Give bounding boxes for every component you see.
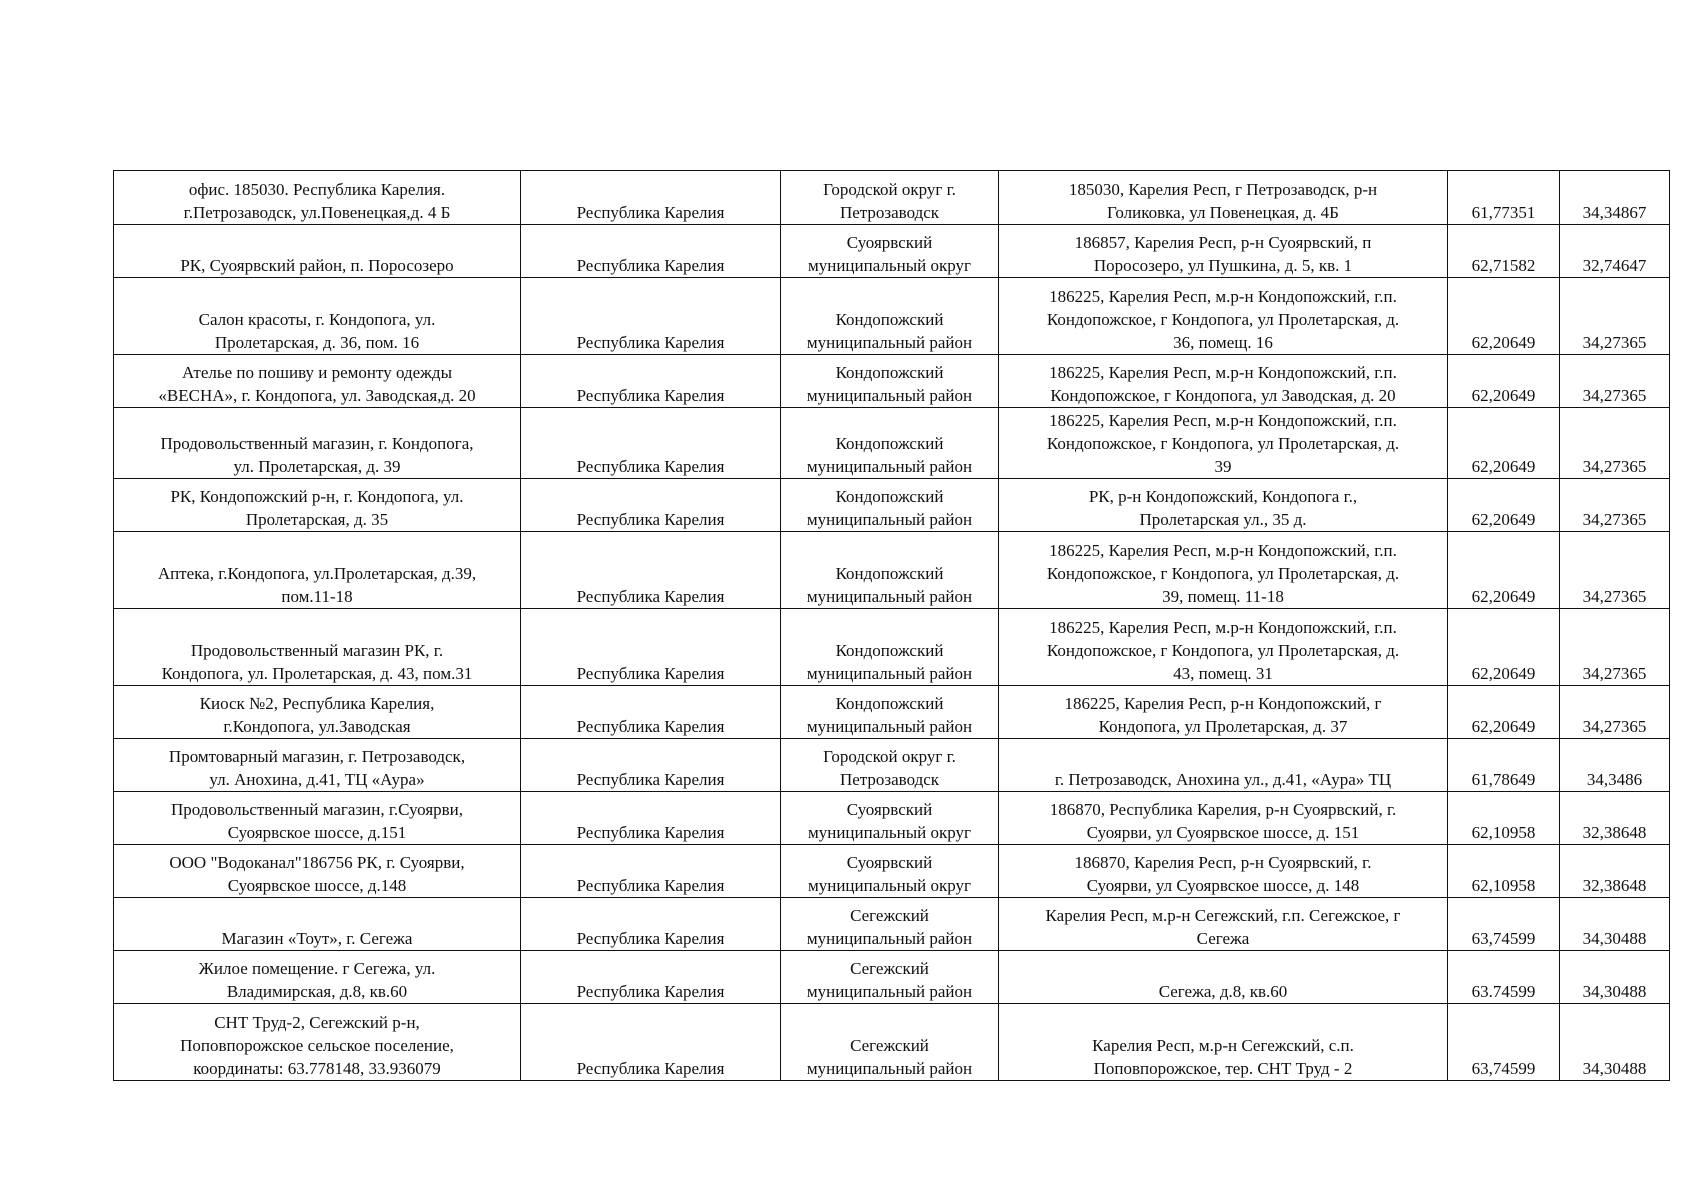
cell-lat: 63.74599: [1448, 951, 1560, 1004]
cell-lat: 63,74599: [1448, 1004, 1560, 1081]
places-table: [113, 170, 1670, 1081]
cell-address: 186870, Республика Карелия, р-н Суоярвский, г. Суоярви, ул Суоярвское шоссе, д. 151: [999, 792, 1448, 845]
table-row: [114, 1004, 1670, 1081]
cell-place: Продовольственный магазин, г.Суоярви, Суоярвское шоссе, д.151: [114, 792, 521, 845]
cell-place: Жилое помещение. г Сегежа, ул. Владимирская, д.8, кв.60: [114, 951, 521, 1004]
table-row: [114, 845, 1670, 898]
table-row: [114, 532, 1670, 609]
table-row: [114, 479, 1670, 532]
cell-region: Республика Карелия: [521, 355, 781, 408]
cell-place: Продовольственный магазин, г. Кондопога, ул. Пролетарская, д. 39: [114, 408, 521, 479]
cell-lat: 62,71582: [1448, 225, 1560, 278]
cell-address: Карелия Респ, м.р-н Сегежский, с.п. Поповпорожское, тер. СНТ Труд - 2: [999, 1004, 1448, 1081]
cell-municipality: Сегежский муниципальный район: [781, 898, 999, 951]
cell-lat: 62,20649: [1448, 355, 1560, 408]
cell-region: Республика Карелия: [521, 1004, 781, 1081]
cell-region: Республика Карелия: [521, 609, 781, 686]
table-body: [114, 171, 1670, 1081]
table-row: [114, 792, 1670, 845]
cell-lat: 62,20649: [1448, 609, 1560, 686]
cell-lat: 62,20649: [1448, 532, 1560, 609]
cell-address: Карелия Респ, м.р-н Сегежский, г.п. Сегежское, г Сегежа: [999, 898, 1448, 951]
cell-municipality: Кондопожский муниципальный район: [781, 278, 999, 355]
cell-address: 186225, Карелия Респ, м.р-н Кондопожский, г.п. Кондопожское, г Кондопога, ул Пролетарская, д. 36, помещ. 16: [999, 278, 1448, 355]
cell-municipality: Городской округ г. Петрозаводск: [781, 171, 999, 225]
cell-place: РК, Кондопожский р-н, г. Кондопога, ул. Пролетарская, д. 35: [114, 479, 521, 532]
table-row: [114, 225, 1670, 278]
cell-region: Республика Карелия: [521, 792, 781, 845]
cell-place: ООО "Водоканал"186756 РК, г. Суоярви, Суоярвское шоссе, д.148: [114, 845, 521, 898]
cell-address: РК, р-н Кондопожский, Кондопога г., Пролетарская ул., 35 д.: [999, 479, 1448, 532]
cell-lon: 34,30488: [1560, 951, 1670, 1004]
table-row: [114, 898, 1670, 951]
cell-lon: 34,27365: [1560, 532, 1670, 609]
cell-municipality: Кондопожский муниципальный район: [781, 609, 999, 686]
cell-address: 186225, Карелия Респ, м.р-н Кондопожский, г.п. Кондопожское, г Кондопога, ул Пролетарская, д. 39: [999, 408, 1448, 479]
cell-place: СНТ Труд-2, Сегежский р-н, Поповпорожское сельское поселение, координаты: 63.778148, 33.936079: [114, 1004, 521, 1081]
cell-lon: 34,27365: [1560, 479, 1670, 532]
cell-lon: 32,38648: [1560, 845, 1670, 898]
cell-lon: 34,30488: [1560, 1004, 1670, 1081]
cell-lat: 63,74599: [1448, 898, 1560, 951]
cell-region: Республика Карелия: [521, 479, 781, 532]
cell-lat: 61,77351: [1448, 171, 1560, 225]
cell-place: Продовольственный магазин РК, г. Кондопога, ул. Пролетарская, д. 43, пом.31: [114, 609, 521, 686]
cell-place: Салон красоты, г. Кондопога, ул. Пролетарская, д. 36, пом. 16: [114, 278, 521, 355]
cell-address: 186857, Карелия Респ, р-н Суоярвский, п Поросозеро, ул Пушкина, д. 5, кв. 1: [999, 225, 1448, 278]
cell-lat: 62,20649: [1448, 408, 1560, 479]
cell-place: Ателье по пошиву и ремонту одежды «ВЕСНА», г. Кондопога, ул. Заводская,д. 20: [114, 355, 521, 408]
cell-lon: 34,27365: [1560, 686, 1670, 739]
cell-lon: 34,27365: [1560, 408, 1670, 479]
cell-municipality: Сегежский муниципальный район: [781, 951, 999, 1004]
cell-address: Сегежа, д.8, кв.60: [999, 951, 1448, 1004]
cell-municipality: Городской округ г. Петрозаводск: [781, 739, 999, 792]
cell-place: офис. 185030. Республика Карелия. г.Петрозаводск, ул.Повенецкая,д. 4 Б: [114, 171, 521, 225]
cell-address: 186225, Карелия Респ, м.р-н Кондопожский, г.п. Кондопожское, г Кондопога, ул Пролетарская, д. 43, помещ. 31: [999, 609, 1448, 686]
cell-address: 186870, Карелия Респ, р-н Суоярвский, г. Суоярви, ул Суоярвское шоссе, д. 148: [999, 845, 1448, 898]
cell-place: Киоск №2, Республика Карелия, г.Кондопога, ул.Заводская: [114, 686, 521, 739]
cell-municipality: Кондопожский муниципальный район: [781, 355, 999, 408]
cell-municipality: Кондопожский муниципальный район: [781, 479, 999, 532]
cell-lon: 32,38648: [1560, 792, 1670, 845]
cell-lon: 34,27365: [1560, 355, 1670, 408]
cell-lon: 32,74647: [1560, 225, 1670, 278]
cell-region: Республика Карелия: [521, 686, 781, 739]
cell-place: Аптека, г.Кондопога, ул.Пролетарская, д.39, пом.11-18: [114, 532, 521, 609]
cell-address: 186225, Карелия Респ, р-н Кондопожский, г Кондопога, ул Пролетарская, д. 37: [999, 686, 1448, 739]
cell-place: Промтоварный магазин, г. Петрозаводск, ул. Анохина, д.41, ТЦ «Аура»: [114, 739, 521, 792]
cell-place: РК, Суоярвский район, п. Поросозеро: [114, 225, 521, 278]
cell-region: Республика Карелия: [521, 951, 781, 1004]
table-row: [114, 951, 1670, 1004]
table-row: [114, 609, 1670, 686]
cell-lat: 62,10958: [1448, 845, 1560, 898]
table-row: [114, 355, 1670, 408]
cell-region: Республика Карелия: [521, 898, 781, 951]
cell-region: Республика Карелия: [521, 171, 781, 225]
cell-region: Республика Карелия: [521, 278, 781, 355]
table-row: [114, 408, 1670, 479]
table-row: [114, 278, 1670, 355]
cell-municipality: Суоярвский муниципальный округ: [781, 225, 999, 278]
cell-address: 185030, Карелия Респ, г Петрозаводск, р-н Голиковка, ул Повенецкая, д. 4Б: [999, 171, 1448, 225]
cell-address: 186225, Карелия Респ, м.р-н Кондопожский, г.п. Кондопожское, г Кондопога, ул Пролетарская, д. 39, помещ. 11-18: [999, 532, 1448, 609]
table-row: [114, 739, 1670, 792]
cell-municipality: Кондопожский муниципальный район: [781, 408, 999, 479]
cell-lat: 62,20649: [1448, 278, 1560, 355]
cell-region: Республика Карелия: [521, 845, 781, 898]
cell-place: Магазин «Тоут», г. Сегежа: [114, 898, 521, 951]
cell-lat: 62,10958: [1448, 792, 1560, 845]
cell-municipality: Суоярвский муниципальный округ: [781, 792, 999, 845]
table-row: [114, 171, 1670, 225]
cell-lon: 34,3486: [1560, 739, 1670, 792]
cell-lon: 34,27365: [1560, 278, 1670, 355]
cell-municipality: Кондопожский муниципальный район: [781, 532, 999, 609]
cell-municipality: Сегежский муниципальный район: [781, 1004, 999, 1081]
cell-address: 186225, Карелия Респ, м.р-н Кондопожский, г.п. Кондопожское, г Кондопога, ул Заводская, д. 20: [999, 355, 1448, 408]
cell-region: Республика Карелия: [521, 408, 781, 479]
cell-lat: 62,20649: [1448, 479, 1560, 532]
cell-municipality: Кондопожский муниципальный район: [781, 686, 999, 739]
cell-region: Республика Карелия: [521, 739, 781, 792]
cell-lon: 34,30488: [1560, 898, 1670, 951]
cell-region: Республика Карелия: [521, 532, 781, 609]
cell-lon: 34,34867: [1560, 171, 1670, 225]
cell-municipality: Суоярвский муниципальный округ: [781, 845, 999, 898]
cell-region: Республика Карелия: [521, 225, 781, 278]
table-row: [114, 686, 1670, 739]
cell-lon: 34,27365: [1560, 609, 1670, 686]
cell-address: г. Петрозаводск, Анохина ул., д.41, «Аура» ТЦ: [999, 739, 1448, 792]
cell-lat: 61,78649: [1448, 739, 1560, 792]
cell-lat: 62,20649: [1448, 686, 1560, 739]
